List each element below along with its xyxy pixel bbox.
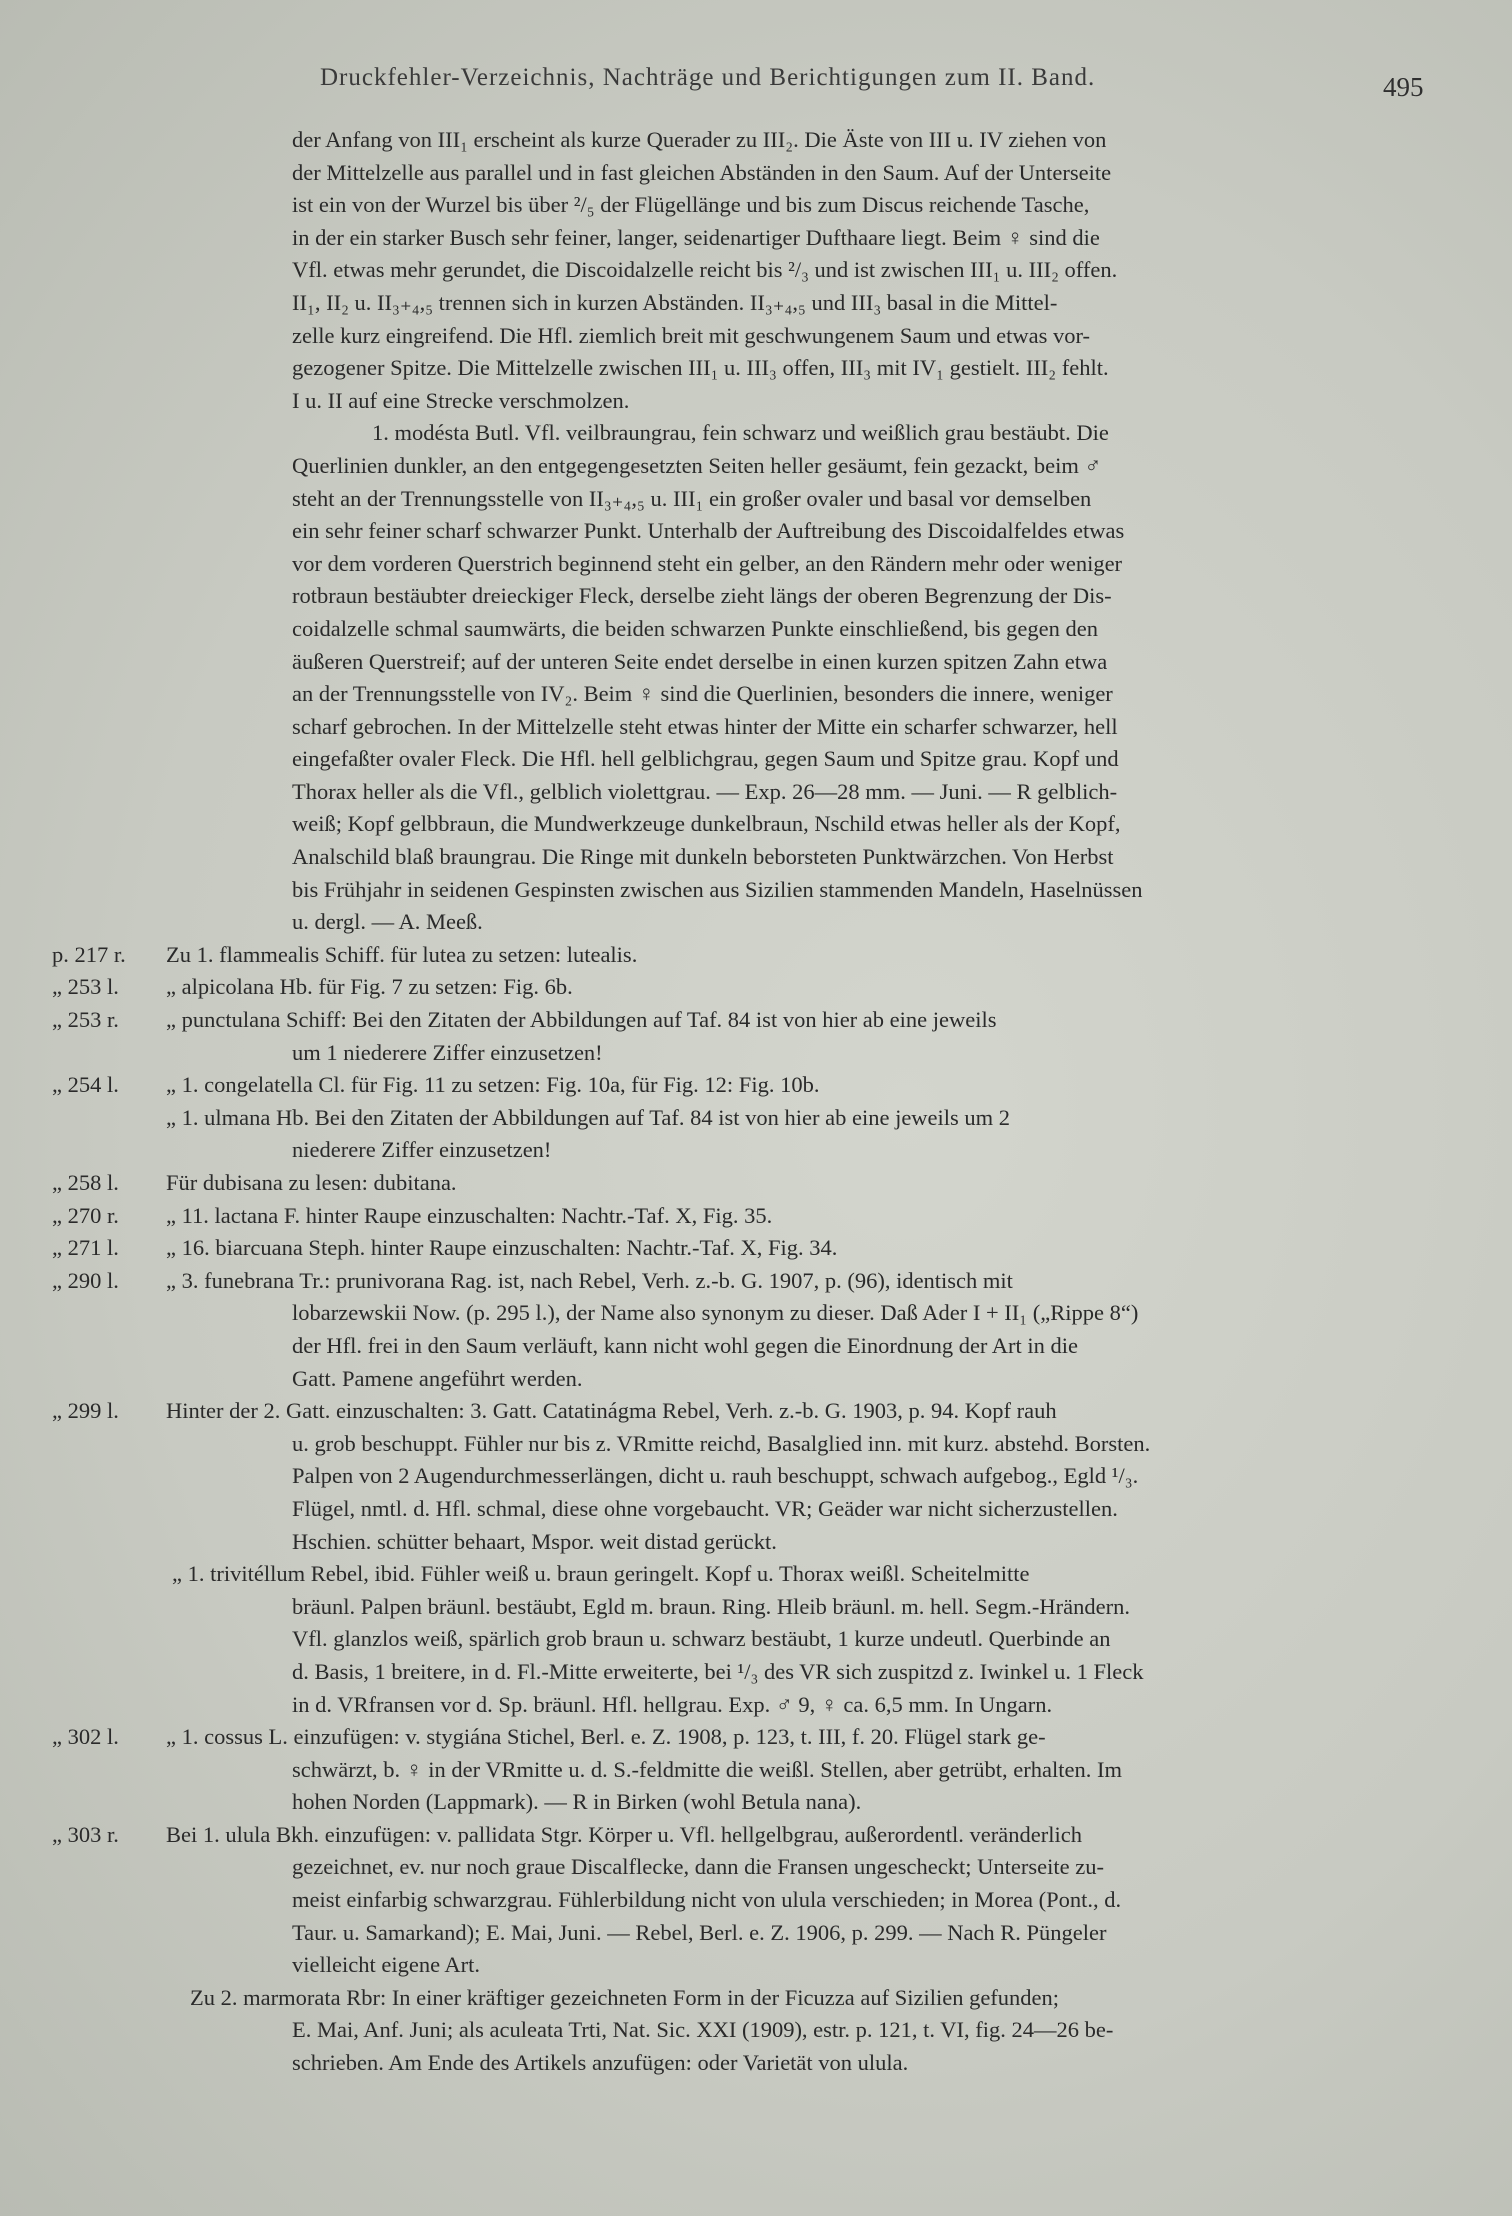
line-text: 1. modésta Butl. Vfl. veilbraungrau, fein schwarz und weißlich grau bestäubt. Die xyxy=(372,420,1109,446)
text-line xyxy=(0,743,1512,776)
line-text: Bei 1. ulula Bkh. einzufügen: v. pallidata Stgr. Körper u. Vfl. hellgelbgrau, außerordentl. veränderlich xyxy=(166,1821,1082,1847)
page-header xyxy=(0,64,1512,104)
page-reference: „ 258 l. xyxy=(52,1170,119,1195)
line-text: Vfl. glanzlos weiß, spärlich grob braun u. schwarz bestäubt, 1 kurze undeutl. Querbinde an xyxy=(292,1626,1111,1652)
text-line xyxy=(0,320,1512,353)
text-line xyxy=(0,1363,1512,1396)
line-text: Taur. u. Samarkand); E. Mai, Juni. — Rebel, Berl. e. Z. 1906, p. 299. — Nach R. Püngeler xyxy=(292,1919,1107,1945)
line-text: ein sehr feiner scharf schwarzer Punkt. Unterhalb der Auftreibung des Discoidalfeldes etwas xyxy=(292,518,1125,544)
line-text: meist einfarbig schwarzgrau. Fühlerbildung nicht von ulula verschieden; in Morea (Pont., d. xyxy=(292,1887,1122,1913)
line-text: „ 1. cossus L. einzufügen: v. stygiána Stichel, Berl. e. Z. 1908, p. 123, t. III, f. 20. Flügel stark ge- xyxy=(166,1724,1046,1750)
text-line xyxy=(0,776,1512,809)
text-line xyxy=(0,841,1512,874)
text-line xyxy=(0,1200,1512,1233)
text-line xyxy=(0,1232,1512,1265)
line-text: Querlinien dunkler, an den entgegengesetzten Seiten heller gesäumt, fein gezackt, beim ♂ xyxy=(292,452,1102,478)
text-line xyxy=(0,874,1512,907)
text-line xyxy=(0,678,1512,711)
line-text: bräunl. Palpen bräunl. bestäubt, Egld m. braun. Ring. Hleib bräunl. m. hell. Segm.-Hrändern. xyxy=(292,1593,1130,1619)
line-text: vielleicht eigene Art. xyxy=(292,1952,481,1978)
text-line xyxy=(0,1591,1512,1624)
line-text: weiß; Kopf gelbbraun, die Mundwerkzeuge dunkelbraun, Nschild etwas heller als der Kopf, xyxy=(292,811,1121,837)
text-line xyxy=(0,1037,1512,1070)
page-reference: „ 253 l. xyxy=(52,974,119,1000)
line-text: Für dubisana zu lesen: dubitana. xyxy=(166,1170,457,1195)
text-line xyxy=(0,1786,1512,1819)
line-text: schwärzt, b. ♀ in der VRmitte u. d. S.-feldmitte die weißl. Stellen, aber getrübt, erhalten. Im xyxy=(292,1756,1122,1782)
line-text: scharf gebrochen. In der Mittelzelle steht etwas hinter der Mitte ein scharfer schwarzer, hell xyxy=(292,713,1118,739)
text-line xyxy=(0,352,1512,385)
line-text: rotbraun bestäubter dreieckiger Fleck, derselbe zieht längs der oberen Begrenzung der Dis- xyxy=(292,583,1112,609)
line-text: „ 11. lactana F. hinter Raupe einzuschalten: Nachtr.-Taf. X, Fig. 35. xyxy=(166,1202,773,1228)
text-line xyxy=(0,1884,1512,1917)
text-line xyxy=(0,450,1512,483)
page-reference: „ 290 l. xyxy=(52,1267,119,1293)
body-text xyxy=(0,124,1512,2080)
text-line xyxy=(0,808,1512,841)
text-line xyxy=(0,1493,1512,1526)
text-line xyxy=(0,939,1512,972)
line-text: Vfl. etwas mehr gerundet, die Discoidalzelle reicht bis ²/₃ und ist zwischen III₁ u. III₂ offen. xyxy=(292,257,1118,283)
text-line xyxy=(0,189,1512,222)
text-line xyxy=(0,1102,1512,1135)
line-text: niederere Ziffer einzusetzen! xyxy=(292,1137,552,1163)
line-text: gezogener Spitze. Die Mittelzelle zwischen III₁ u. III₃ offen, III₃ mit IV₁ gestielt. III₂ fehlt. xyxy=(292,355,1109,381)
line-text: Flügel, nmtl. d. Hfl. schmal, diese ohne vorgebaucht. VR; Geäder war nicht sicherzustellen. xyxy=(292,1495,1118,1521)
line-text: Palpen von 2 Augendurchmesserlängen, dicht u. rauh beschuppt, schwach aufgebog., Egld ¹/₃. xyxy=(292,1463,1139,1489)
page-reference: „ 253 r. xyxy=(52,1007,119,1033)
line-text: Zu 2. marmorata Rbr: In einer kräftiger gezeichneten Form in der Ficuzza auf Sizilien gefunden; xyxy=(190,1984,1060,2010)
text-line xyxy=(0,222,1512,255)
line-text: „ 3. funebrana Tr.: prunivorana Rag. ist, nach Rebel, Verh. z.-b. G. 1907, p. (96), identisch mit xyxy=(166,1267,1013,1293)
text-line xyxy=(0,124,1512,157)
line-text: u. grob beschuppt. Fühler nur bis z. VRmitte reichd, Basalglied inn. mit kurz. abstehd. Borsten. xyxy=(292,1430,1151,1456)
text-line xyxy=(0,548,1512,581)
text-line xyxy=(0,1265,1512,1298)
line-text: vor dem vorderen Querstrich beginnend steht ein gelber, an den Rändern mehr oder weniger xyxy=(292,550,1123,576)
text-line xyxy=(0,646,1512,679)
page-reference: „ 302 l. xyxy=(52,1724,119,1750)
running-head: Druckfehler-Verzeichnis, Nachträge und Berichtigungen zum II. Band. xyxy=(320,64,1096,91)
text-line xyxy=(0,580,1512,613)
line-text: äußeren Querstreif; auf der unteren Seite endet derselbe in einen kurzen spitzen Zahn etwa xyxy=(292,648,1108,674)
line-text: in d. VRfransen vor d. Sp. bräunl. Hfl. hellgrau. Exp. ♂ 9, ♀ ca. 6,5 mm. In Ungarn. xyxy=(292,1691,1053,1717)
line-text: der Mittelzelle aus parallel und in fast gleichen Abständen in den Saum. Auf der Unterseite xyxy=(292,159,1112,185)
text-line xyxy=(0,1526,1512,1559)
line-text: eingefaßter ovaler Fleck. Die Hfl. hell gelblichgrau, gegen Saum und Spitze grau. Kopf und xyxy=(292,746,1119,772)
line-text: E. Mai, Anf. Juni; als aculeata Trti, Nat. Sic. XXI (1909), estr. p. 121, t. VI, fig. 24—26 be- xyxy=(292,2017,1114,2043)
text-line xyxy=(0,1819,1512,1852)
text-line xyxy=(0,1297,1512,1330)
line-text: Thorax heller als die Vfl., gelblich violettgrau. — Exp. 26—28 mm. — Juni. — R gelblich- xyxy=(292,778,1118,804)
text-line xyxy=(0,287,1512,320)
line-text: „ 1. congelatella Cl. für Fig. 11 zu setzen: Fig. 10a, für Fig. 12: Fig. 10b. xyxy=(166,1072,820,1098)
line-text: der Anfang von III₁ erscheint als kurze Querader zu III₂. Die Äste von III u. IV ziehen von xyxy=(292,127,1107,152)
page-reference: p. 217 r. xyxy=(52,941,126,967)
line-text: „ 16. biarcuana Steph. hinter Raupe einzuschalten: Nachtr.-Taf. X, Fig. 34. xyxy=(166,1235,838,1261)
line-text: gezeichnet, ev. nur noch graue Discalflecke, dann die Fransen ungescheckt; Unterseite zu- xyxy=(292,1854,1104,1880)
text-line xyxy=(0,1721,1512,1754)
page-number: 495 xyxy=(1383,72,1424,102)
line-text: schrieben. Am Ende des Artikels anzufügen: oder Varietät von ulula. xyxy=(292,2050,909,2076)
text-line xyxy=(0,1167,1512,1200)
text-line xyxy=(0,1004,1512,1037)
text-line xyxy=(0,971,1512,1004)
text-line xyxy=(0,1134,1512,1167)
text-line xyxy=(0,1330,1512,1363)
text-line xyxy=(0,417,1512,450)
text-line xyxy=(0,385,1512,418)
text-line xyxy=(0,1949,1512,1982)
line-text: der Hfl. frei in den Saum verläuft, kann nicht wohl gegen die Einordnung der Art in die xyxy=(292,1332,1079,1358)
text-line xyxy=(0,2047,1512,2080)
text-line xyxy=(0,2014,1512,2047)
line-text: „ punctulana Schiff: Bei den Zitaten der Abbildungen auf Taf. 84 ist von hier ab eine jeweils xyxy=(166,1007,997,1033)
line-text: um 1 niederere Ziffer einzusetzen! xyxy=(292,1039,603,1065)
line-text: bis Frühjahr in seidenen Gespinsten zwischen aus Sizilien stammenden Mandeln, Haselnüssen xyxy=(292,876,1143,902)
text-line xyxy=(0,1623,1512,1656)
text-line xyxy=(0,906,1512,939)
text-line xyxy=(0,1754,1512,1787)
text-line xyxy=(0,711,1512,744)
text-line xyxy=(0,1558,1512,1591)
page-reference: „ 303 r. xyxy=(52,1821,119,1847)
text-line xyxy=(0,1428,1512,1461)
line-text: Analschild blaß braungrau. Die Ringe mit dunkeln beborsteten Punktwärzchen. Von Herbst xyxy=(292,844,1114,870)
line-text: ist ein von der Wurzel bis über ²/₅ der Flügellänge und bis zum Discus reichende Tasche, xyxy=(292,192,1090,218)
line-text: Hinter der 2. Gatt. einzuschalten: 3. Gatt. Catatinágma Rebel, Verh. z.-b. G. 1903, p. 94. Kopf rauh xyxy=(166,1398,1057,1424)
text-line xyxy=(0,1395,1512,1428)
line-text: Gatt. Pamene angeführt werden. xyxy=(292,1365,583,1391)
text-line xyxy=(0,1656,1512,1689)
line-text: d. Basis, 1 breitere, in d. Fl.-Mitte erweiterte, bei ¹/₃ des VR sich zuspitzd z. Iwinkel u. 1 Fleck xyxy=(292,1658,1144,1684)
page-reference: „ 254 l. xyxy=(52,1072,119,1098)
line-text: in der ein starker Busch sehr feiner, langer, seidenartiger Dufthaare liegt. Beim ♀ sind die xyxy=(292,224,1100,250)
text-line xyxy=(0,483,1512,516)
text-line xyxy=(0,1689,1512,1722)
line-text: II₁, II₂ u. II₃₊₄,₅ trennen sich in kurzen Abständen. II₃₊₄,₅ und III₃ basal in die Mittel- xyxy=(292,289,1058,315)
text-line xyxy=(0,254,1512,287)
text-line xyxy=(0,1917,1512,1950)
line-text: steht an der Trennungsstelle von II₃₊₄,₅ u. III₁ ein großer ovaler und basal vor demselben xyxy=(292,485,1092,511)
line-text: „ alpicolana Hb. für Fig. 7 zu setzen: Fig. 6b. xyxy=(166,974,573,1000)
page-reference: „ 271 l. xyxy=(52,1235,119,1261)
line-text: hohen Norden (Lappmark). — R in Birken (wohl Betula nana). xyxy=(292,1789,862,1815)
line-text: an der Trennungsstelle von IV₂. Beim ♀ sind die Querlinien, besonders die innere, weniger xyxy=(292,681,1113,707)
line-text: „ 1. trivitéllum Rebel, ibid. Fühler weiß u. braun geringelt. Kopf u. Thorax weißl. Scheitelmitte xyxy=(172,1561,1030,1587)
text-line xyxy=(0,613,1512,646)
text-line xyxy=(0,1069,1512,1102)
text-line xyxy=(0,1982,1512,2015)
page-reference: „ 299 l. xyxy=(52,1398,119,1424)
line-text: Hschien. schütter behaart, Mspor. weit distad gerückt. xyxy=(292,1528,777,1554)
text-line xyxy=(0,1460,1512,1493)
line-text: „ 1. ulmana Hb. Bei den Zitaten der Abbildungen auf Taf. 84 ist von hier ab eine jeweils um 2 xyxy=(166,1104,1011,1130)
text-line xyxy=(0,515,1512,548)
text-line xyxy=(0,157,1512,190)
line-text: I u. II auf eine Strecke verschmolzen. xyxy=(292,387,630,413)
line-text: u. dergl. — A. Meeß. xyxy=(292,909,483,935)
line-text: lobarzewskii Now. (p. 295 l.), der Name also synonym zu dieser. Daß Ader I + II₁ („Rippe 8“) xyxy=(292,1300,1139,1326)
line-text: coidalzelle schmal saumwärts, die beiden schwarzen Punkte einschließend, bis gegen den xyxy=(292,615,1098,641)
page-reference: „ 270 r. xyxy=(52,1202,119,1228)
text-line xyxy=(0,1851,1512,1884)
line-text: Zu 1. flammealis Schiff. für lutea zu setzen: lutealis. xyxy=(166,941,638,967)
line-text: zelle kurz eingreifend. Die Hfl. ziemlich breit mit geschwungenem Saum und etwas vor- xyxy=(292,322,1091,348)
